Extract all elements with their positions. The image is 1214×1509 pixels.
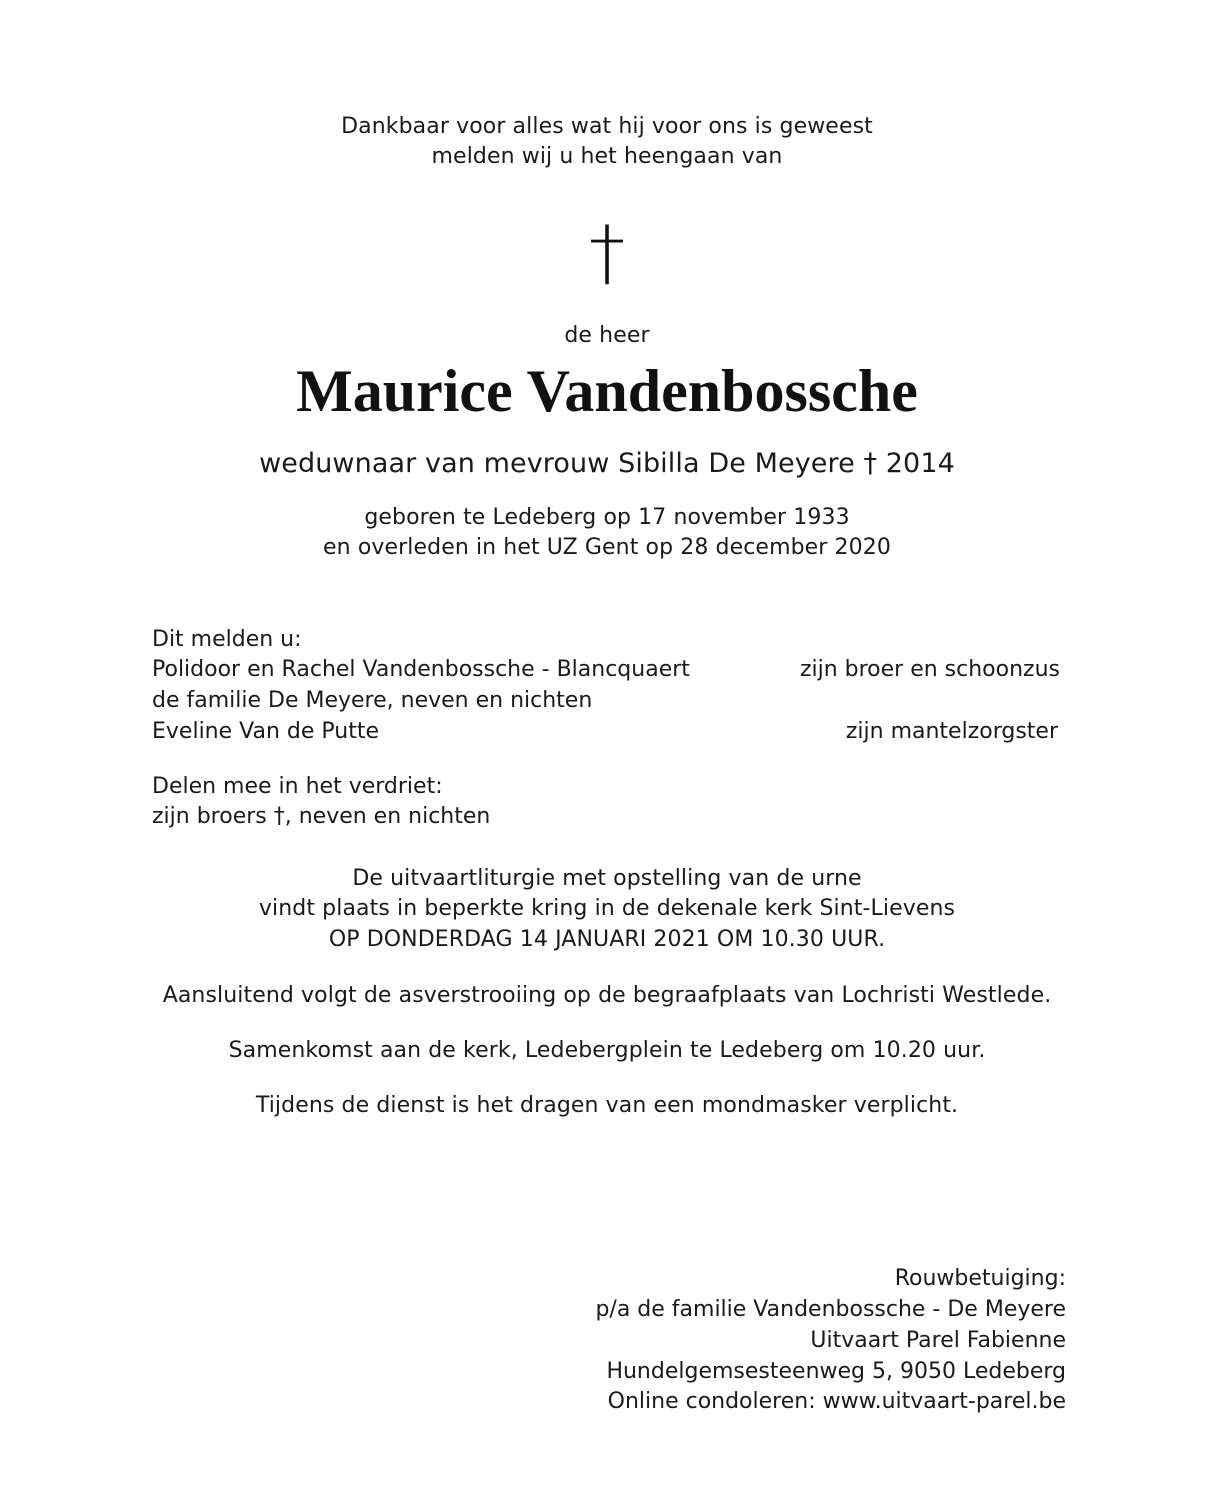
funeral-line-1: De uitvaartliturgie met opstelling van de urne xyxy=(352,866,862,891)
intro-line-2: melden wij u het heengaan van xyxy=(431,144,783,169)
announcer-name-3: Eveline Van de Putte xyxy=(152,719,380,744)
condolences-heading: Rouwbetuiging: xyxy=(894,1266,1066,1291)
condolences-line-2: Uitvaart Parel Fabienne xyxy=(810,1328,1066,1353)
widower-line: weduwnaar van mevrouw Sibilla De Meyere † 2014 xyxy=(259,448,955,479)
died-line: en overleden in het UZ Gent op 28 december 2020 xyxy=(323,535,891,560)
funeral-line-3: OP DONDERDAG 14 JANUARI 2021 OM 10.30 UUR. xyxy=(328,927,886,952)
announcer-relation-1: zijn broer en schoonzus xyxy=(799,657,1060,682)
intro-line-1: Dankbaar voor alles wat hij voor ons is geweest xyxy=(341,114,873,139)
meeting-line: Samenkomst aan de kerk, Ledebergplein te Ledeberg om 10.20 uur. xyxy=(228,1038,986,1063)
announcer-name-2: de familie De Meyere, neven en nichten xyxy=(152,688,593,713)
condolences-line-1: p/a de familie Vandenbossche - De Meyere xyxy=(595,1297,1066,1322)
condolences-website[interactable]: Online condoleren: www.uitvaart-parel.be xyxy=(607,1389,1066,1414)
deceased-name: Maurice Vandenbossche xyxy=(296,358,918,424)
born-line: geboren te Ledeberg op 17 november 1933 xyxy=(364,505,850,530)
cross-icon: † xyxy=(589,210,625,294)
deceased-title: de heer xyxy=(564,323,650,348)
announcer-relation-3: zijn mantelzorgster xyxy=(845,719,1058,744)
announcers-heading: Dit melden u: xyxy=(152,627,302,652)
scattering-line: Aansluitend volgt de asverstrooiing op de begraafplaats van Lochristi Westlede. xyxy=(162,983,1052,1008)
mask-line: Tijdens de dienst is het dragen van een mondmasker verplicht. xyxy=(255,1093,959,1118)
sharing-heading: Delen mee in het verdriet: xyxy=(152,774,443,799)
sharing-line: zijn broers †, neven en nichten xyxy=(152,804,491,829)
funeral-line-2: vindt plaats in beperkte kring in de dekenale kerk Sint-Lievens xyxy=(258,896,956,921)
announcer-name-1: Polidoor en Rachel Vandenbossche - Blancquaert xyxy=(152,657,690,682)
condolences-line-3: Hundelgemsesteenweg 5, 9050 Ledeberg xyxy=(606,1359,1066,1384)
